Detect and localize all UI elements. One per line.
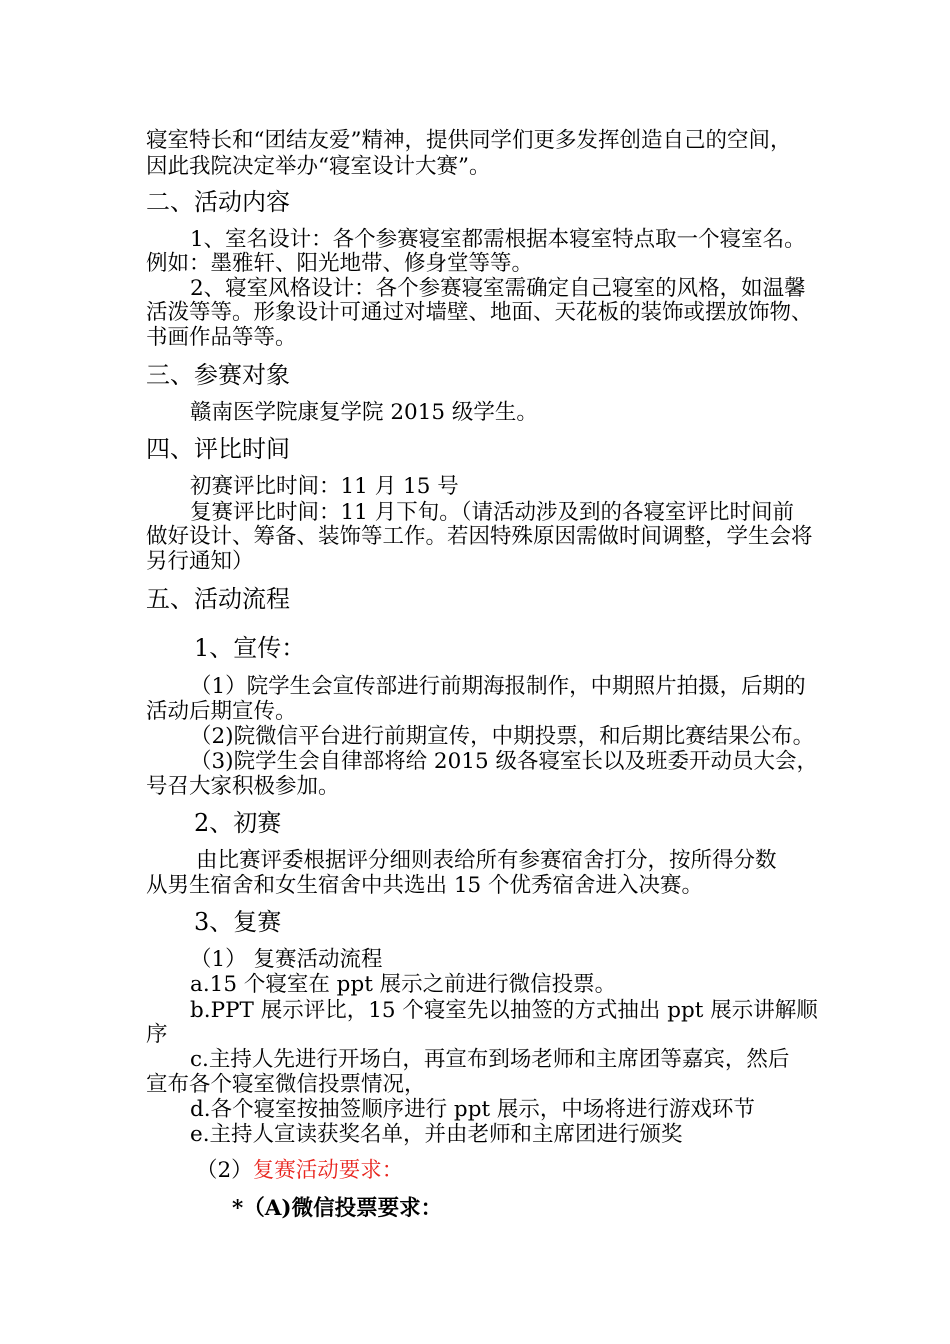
intro-line: 因此我院决定举办“寝室设计大赛”。	[146, 154, 491, 179]
paragraph-line: 从男生宿舍和女生宿舍中共选出 15 个优秀宿舍进入决赛。	[146, 873, 704, 898]
paragraph-line: 赣南医学院康复学院 2015 级学生。	[190, 400, 538, 425]
paragraph-line: 号召大家积极参加。	[146, 774, 340, 799]
paragraph-line: 书画作品等等。	[146, 325, 297, 350]
paragraph-line: 活泼等等。形象设计可通过对墙壁、地面、天花板的装饰或摆放饰物、	[146, 300, 813, 325]
paragraph-line: a.15 个寝室在 ppt 展示之前进行微信投票。	[190, 972, 617, 997]
intro-line: 寝室特长和“团结友爱”精神，提供同学们更多发挥创造自己的空间，	[146, 128, 792, 153]
paragraph-line: （1） 复赛活动流程	[190, 947, 383, 972]
paragraph-line: （2)院微信平台进行前期宣传，中期投票，和后期比赛结果公布。	[190, 724, 815, 749]
paragraph-line: 序	[146, 1022, 168, 1047]
section-heading-process: 五、活动流程	[146, 585, 290, 613]
subsection-title-preliminary: 2、初赛	[194, 809, 282, 837]
paragraph-line: c.主持人先进行开场白，再宣布到场老师和主席团等嘉宾，然后	[190, 1047, 790, 1072]
paragraph-line: d.各个寝室按抽签顺序进行 ppt 展示，中场将进行游戏环节	[190, 1097, 755, 1122]
paragraph-line: 例如：墨雅轩、阳光地带、修身堂等等。	[146, 251, 534, 276]
section-heading-schedule: 四、评比时间	[146, 435, 290, 463]
paragraph-line: （1）院学生会宣传部进行前期海报制作，中期照片拍摄，后期的	[190, 674, 806, 699]
paragraph-line: 2、寝室风格设计：各个参赛寝室需确定自己寝室的风格，如温馨	[190, 276, 806, 301]
section-heading-participants: 三、参赛对象	[146, 361, 290, 389]
requirements-heading	[196, 1158, 403, 1184]
paragraph-line: 1、室名设计：各个参赛寝室都需根据本寝室特点取一个寝室名。	[190, 227, 806, 252]
paragraph-line: 初赛评比时间：11 月 15 号	[190, 474, 459, 499]
paragraph-line: 活动后期宣传。	[146, 699, 297, 724]
paragraph-line: b.PPT 展示评比，15 个寝室先以抽签的方式抽出 ppt 展示讲解顺	[190, 998, 818, 1023]
wechat-vote-requirement-heading: *（A)微信投票要求：	[232, 1196, 443, 1221]
paragraph-line: e.主持人宣读获奖名单，并由老师和主席团进行颁奖	[190, 1122, 683, 1147]
paragraph-line: 由比赛评委根据评分细则表给所有参赛宿舍打分，按所得分数	[196, 848, 777, 873]
paragraph-line: 宣布各个寝室微信投票情况，	[146, 1072, 426, 1097]
requirements-title: 复赛活动要求：	[252, 1158, 404, 1183]
subsection-title-promotion: 1、宣传：	[194, 634, 306, 662]
subsection-title-final: 3、复赛	[194, 908, 282, 936]
requirements-prefix: （2）	[196, 1158, 253, 1183]
paragraph-line: （3)院学生会自律部将给 2015 级各寝室长以及班委开动员大会，	[190, 749, 818, 774]
paragraph-line: 复赛评比时间：11 月下旬。（请活动涉及到的各寝室评比时间前	[190, 500, 794, 525]
paragraph-line: 做好设计、筹备、装饰等工作。若因特殊原因需做时间调整，学生会将	[146, 524, 813, 549]
section-heading-content: 二、活动内容	[146, 188, 290, 216]
paragraph-line: 另行通知）	[146, 549, 254, 574]
